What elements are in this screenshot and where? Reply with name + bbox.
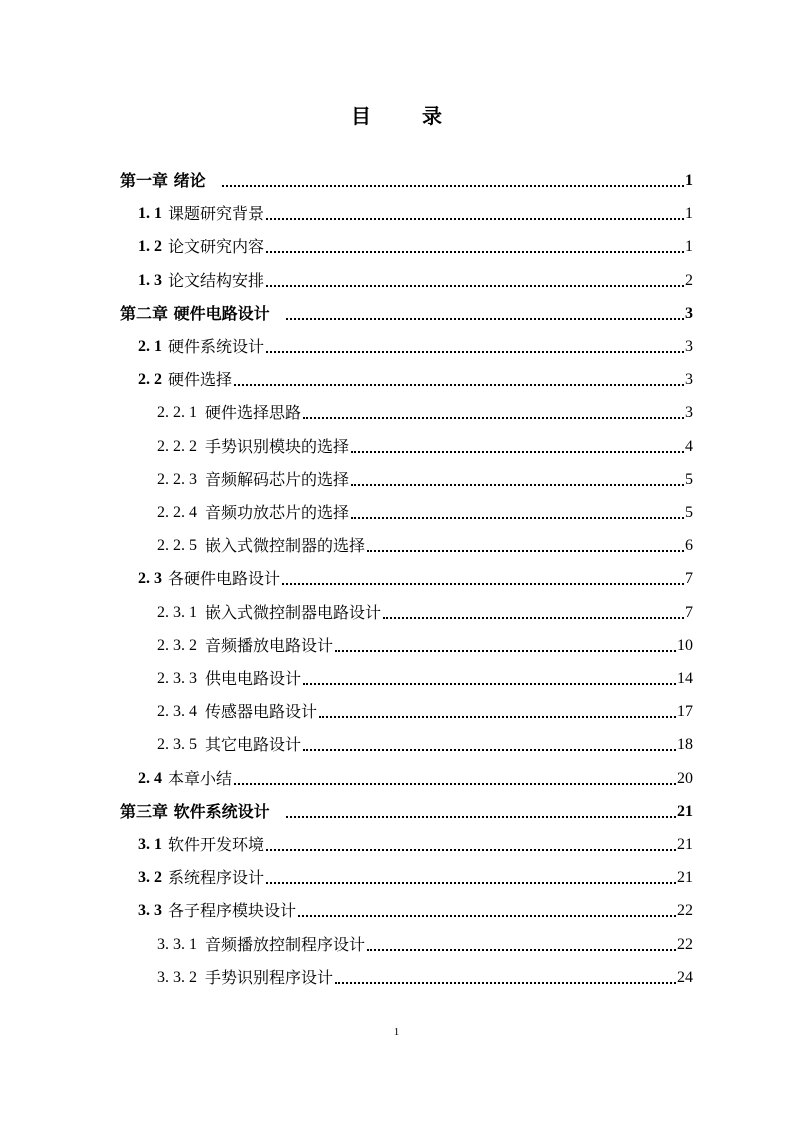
toc-entry-page: 14 <box>677 670 693 687</box>
toc-leader-dots <box>367 949 676 951</box>
toc-entry-number: 2. 3. 5 <box>157 736 197 754</box>
toc-leader-dots <box>298 915 676 917</box>
toc-entry-page: 22 <box>677 935 693 953</box>
toc-leader-dots <box>303 749 676 751</box>
toc-entry-title: 音频播放控制程序设计 <box>205 934 366 954</box>
toc-leader-dots <box>266 285 684 287</box>
toc-entry-title: 手势识别程序设计 <box>205 967 334 987</box>
toc-entry-page: 17 <box>677 703 693 721</box>
toc-leader-dots <box>319 716 676 718</box>
toc-leader-dots <box>383 617 684 619</box>
toc-leader-dots <box>234 384 684 386</box>
toc-entry-title: 硬件选择 <box>168 370 233 390</box>
toc-leader-dots <box>367 550 684 552</box>
toc-entry-title: 硬件系统设计 <box>168 337 265 356</box>
toc-entry-title: 课题研究背景 <box>168 204 265 224</box>
toc-entry-number: 2. 2. 5 <box>157 537 197 555</box>
toc-entry <box>138 831 693 855</box>
toc-chapter <box>120 798 693 822</box>
toc-leader-dots <box>266 882 676 884</box>
toc-entry-page: 22 <box>677 902 693 920</box>
toc-leader-dots <box>286 318 684 320</box>
toc-entry <box>138 267 693 291</box>
toc-entry-title: 系统程序设计 <box>168 868 265 888</box>
toc-entry-title: 手势识别模块的选择 <box>205 436 350 456</box>
toc-leader-dots <box>351 517 684 519</box>
toc-entry-number: 2. 3. 1 <box>157 603 197 621</box>
toc-entry-number: 3. 2 <box>138 869 162 887</box>
toc-entry <box>157 964 693 988</box>
toc-entry-title: 第一章 绪论 <box>120 171 206 190</box>
toc-entry-page: 18 <box>677 736 693 754</box>
toc-leader-dots <box>266 218 684 220</box>
toc-leader-dots <box>303 417 684 419</box>
toc-leader-dots <box>303 683 676 685</box>
toc-entry-title: 供电电路设计 <box>205 669 302 688</box>
toc-entry <box>157 532 693 556</box>
toc-entry <box>138 864 693 888</box>
toc-entry-number: 2. 3. 4 <box>157 703 197 721</box>
toc-entry <box>157 499 693 523</box>
toc-entry-title: 其它电路设计 <box>205 735 302 755</box>
toc-entry-page: 21 <box>677 836 693 853</box>
toc-entry-title: 传感器电路设计 <box>205 702 318 722</box>
toc-entry-title: 嵌入式微控制器电路设计 <box>205 602 382 622</box>
toc-entry-page: 6 <box>685 537 693 555</box>
toc-entry-title: 论文研究内容 <box>168 237 265 257</box>
toc-entry <box>157 466 693 490</box>
toc-entry-number: 1. 3 <box>138 271 162 289</box>
toc-entry-title: 第三章 软件系统设计 <box>120 801 270 821</box>
toc-leader-dots <box>234 783 676 785</box>
toc-entry-number: 2. 2. 1 <box>157 404 197 422</box>
toc-entry-number: 2. 4 <box>138 769 162 787</box>
toc-entry <box>157 599 693 623</box>
toc-entry <box>138 366 693 390</box>
toc-entry-page: 10 <box>677 636 693 654</box>
toc-entry-number: 2. 2. 3 <box>157 470 197 488</box>
toc-leader-dots <box>286 816 676 818</box>
toc-entry <box>138 200 693 224</box>
toc-entry-title: 嵌入式微控制器的选择 <box>205 536 366 556</box>
toc-leader-dots <box>222 185 684 187</box>
toc-entry-title: 各子程序模块设计 <box>168 901 297 921</box>
toc-leader-dots <box>266 251 684 253</box>
toc-entry-title: 音频播放电路设计 <box>205 635 334 655</box>
toc-entry-number: 3. 1 <box>138 836 162 853</box>
toc-entry <box>138 233 693 257</box>
toc-entry-page: 5 <box>685 470 693 488</box>
toc-entry-page: 1 <box>685 205 693 223</box>
toc-entry-page: 1 <box>685 238 693 256</box>
toc-entry-number: 2. 3. 2 <box>157 636 197 654</box>
toc-entry-number: 3. 3. 2 <box>157 968 197 986</box>
toc-entry-page: 21 <box>677 802 693 820</box>
toc-chapter <box>120 300 693 324</box>
toc-entry-number: 1. 2 <box>138 238 162 256</box>
toc-entry <box>157 632 693 656</box>
toc-entry-number: 2. 2. 2 <box>157 437 197 455</box>
toc-entry-number: 3. 3 <box>138 902 162 920</box>
toc-leader-dots <box>266 351 684 353</box>
toc-entry-page: 4 <box>685 437 693 455</box>
toc-entry <box>157 433 693 457</box>
toc-entry-title: 音频功放芯片的选择 <box>205 503 350 522</box>
toc-entry-page: 7 <box>685 570 693 588</box>
toc-entry-page: 3 <box>685 304 693 322</box>
toc-entry <box>157 698 693 722</box>
toc-entry-page: 5 <box>685 504 693 521</box>
toc-entry-page: 3 <box>685 338 693 355</box>
page-number: 1 <box>393 1026 400 1038</box>
toc-entry-page: 3 <box>685 404 693 422</box>
page-title: 目 录 <box>351 104 464 128</box>
toc-entry-title: 本章小结 <box>168 768 233 788</box>
toc-entry-page: 20 <box>677 769 693 787</box>
toc-entry-number: 1. 1 <box>138 205 162 223</box>
toc-entry <box>157 399 693 423</box>
toc-entry <box>157 931 693 955</box>
toc-entry <box>138 333 693 357</box>
toc-entry-page: 3 <box>685 371 693 389</box>
toc-leader-dots <box>351 451 684 453</box>
toc-entry <box>157 731 693 755</box>
toc-entry-title: 第二章 硬件电路设计 <box>120 303 270 323</box>
toc-entry-page: 24 <box>677 968 693 986</box>
toc-entry <box>138 765 693 789</box>
toc-entry-number: 3. 3. 1 <box>157 935 197 953</box>
toc-entry-number: 2. 3 <box>138 570 162 588</box>
toc-leader-dots <box>335 982 676 984</box>
toc-chapter <box>120 167 693 191</box>
toc-leader-dots <box>282 583 684 585</box>
toc-leader-dots <box>266 849 676 851</box>
toc-entry <box>138 897 693 921</box>
toc-entry-number: 2. 2. 4 <box>157 504 197 521</box>
toc-entry-number: 2. 2 <box>138 371 162 389</box>
toc-leader-dots <box>351 484 684 486</box>
toc-entry-title: 音频解码芯片的选择 <box>205 469 350 489</box>
toc-entry-title: 硬件选择思路 <box>205 403 302 423</box>
toc-entry-page: 2 <box>685 271 693 289</box>
toc-entry-title: 论文结构安排 <box>168 270 265 290</box>
toc-entry-title: 各硬件电路设计 <box>168 569 281 589</box>
toc-leader-dots <box>335 650 676 652</box>
toc-entry-page: 7 <box>685 603 693 621</box>
toc-entry <box>157 665 693 689</box>
toc-entry-number: 2. 3. 3 <box>157 670 197 687</box>
toc-entry-page: 21 <box>677 869 693 887</box>
toc-entry-number: 2. 1 <box>138 338 162 355</box>
toc-entry-page: 1 <box>685 172 693 189</box>
toc-entry-title: 软件开发环境 <box>168 835 265 854</box>
toc-entry <box>138 565 693 589</box>
